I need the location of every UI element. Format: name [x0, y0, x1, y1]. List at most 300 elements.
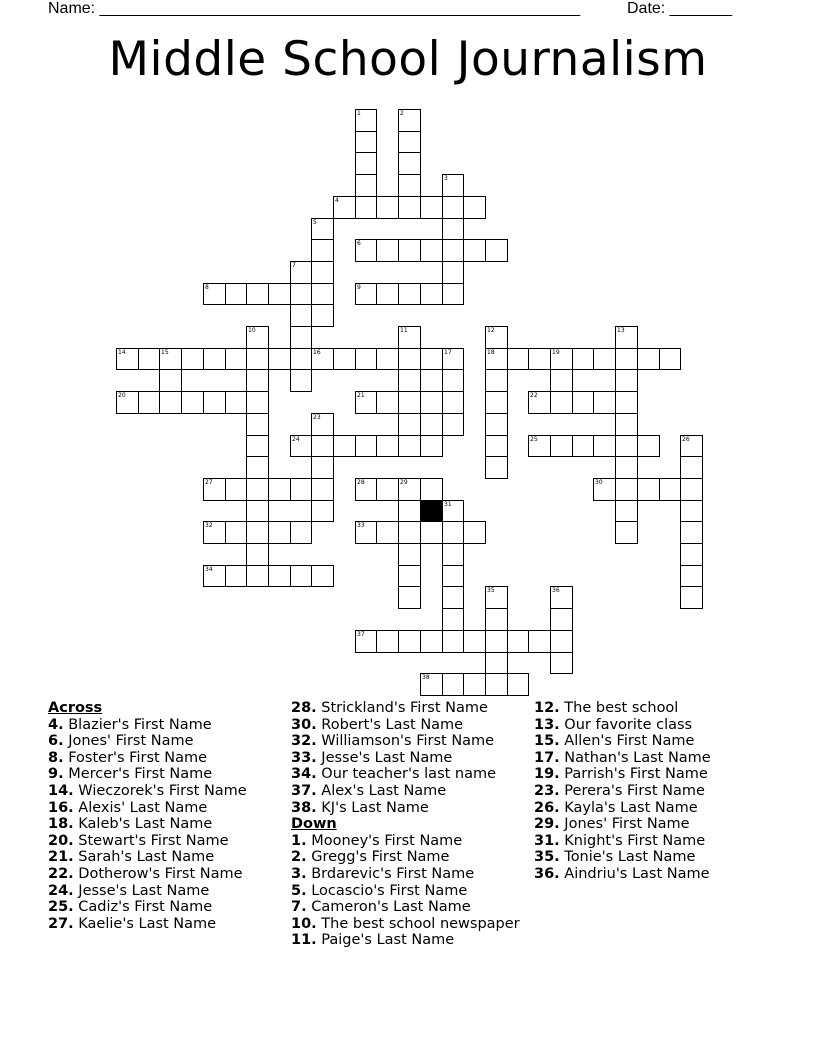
crossword-cell[interactable]	[442, 239, 464, 262]
crossword-cell[interactable]	[485, 608, 508, 631]
crossword-cell[interactable]	[246, 521, 269, 544]
crossword-cell[interactable]	[311, 348, 334, 370]
crossword-cell[interactable]	[463, 630, 486, 653]
crossword-cell[interactable]	[246, 500, 269, 522]
clue-number: 27	[205, 479, 213, 486]
crossword-cell[interactable]	[355, 239, 377, 262]
crossword-cell[interactable]	[355, 196, 377, 219]
clue-item-number: 21.	[48, 849, 74, 866]
crossword-cell[interactable]	[485, 652, 508, 674]
crossword-cell[interactable]	[225, 283, 247, 305]
crossword-cell[interactable]	[572, 348, 594, 370]
crossword-cell[interactable]	[485, 348, 508, 370]
crossword-cell[interactable]	[246, 283, 269, 305]
clue-item-number: 17.	[534, 749, 560, 766]
crossword-cell[interactable]	[528, 348, 551, 370]
crossword-cell[interactable]	[442, 521, 464, 544]
clue-item-number: 23.	[534, 782, 560, 799]
crossword-cell[interactable]	[420, 196, 443, 219]
clue-item-text: Brdarevic's First Name	[306, 865, 475, 882]
crossword-cell[interactable]	[637, 348, 660, 370]
crossword-cell[interactable]	[442, 413, 464, 436]
clue-item-text: Blazier's First Name	[63, 716, 212, 733]
crossword-cell[interactable]	[355, 283, 377, 305]
crossword-cell[interactable]	[398, 521, 421, 544]
down-heading: Down	[291, 816, 337, 833]
crossword-cell[interactable]	[355, 630, 377, 653]
crossword-cell[interactable]	[311, 304, 334, 327]
crossword-cell[interactable]	[398, 131, 421, 153]
crossword-cell[interactable]	[442, 196, 464, 219]
crossword-cell[interactable]	[398, 630, 421, 653]
crossword-cell[interactable]	[398, 565, 421, 587]
crossword-cell[interactable]	[637, 435, 660, 457]
crossword-cell[interactable]	[398, 109, 421, 132]
crossword-cell[interactable]	[290, 326, 312, 349]
crossword-cell[interactable]	[550, 586, 573, 609]
crossword-cell[interactable]	[398, 413, 421, 436]
crossword-cell[interactable]	[246, 369, 269, 392]
clue-number: 5	[313, 219, 317, 226]
crossword-cell[interactable]	[311, 435, 334, 457]
crossword-cell[interactable]	[550, 348, 573, 370]
crossword-cell[interactable]	[398, 348, 421, 370]
crossword-cell[interactable]	[311, 565, 334, 587]
crossword-cell[interactable]	[507, 673, 529, 696]
clue-item-number: 5.	[291, 882, 307, 899]
crossword-cell[interactable]	[442, 348, 464, 370]
clue-item-text: Allen's First Name	[559, 733, 695, 750]
crossword-cell[interactable]	[463, 521, 486, 544]
crossword-cell[interactable]	[311, 239, 334, 262]
crossword-cell[interactable]	[463, 673, 486, 696]
clue-number: 16	[313, 349, 321, 356]
clue-item-number: 15.	[534, 733, 560, 750]
crossword-cell[interactable]	[398, 283, 421, 305]
crossword-cell[interactable]	[680, 478, 703, 501]
clue-number: 2	[400, 110, 404, 117]
crossword-cell[interactable]	[290, 565, 312, 587]
crossword-cell[interactable]	[442, 630, 464, 653]
clue-item-number: 25.	[48, 899, 74, 916]
clue-number: 21	[357, 392, 365, 399]
crossword-cell[interactable]	[376, 630, 399, 653]
crossword-cell[interactable]	[225, 348, 247, 370]
crossword-cell[interactable]	[680, 543, 703, 566]
clue-item-text: Foster's First Name	[63, 749, 208, 766]
clue-number: 9	[357, 284, 361, 291]
crossword-cell[interactable]	[246, 348, 269, 370]
crossword-cell[interactable]	[659, 478, 681, 501]
clue-item-text: Williamson's First Name	[316, 733, 495, 750]
clue-item	[291, 899, 520, 916]
clue-number: 6	[357, 240, 361, 247]
crossword-cell[interactable]	[333, 435, 356, 457]
clue-item-number: 36.	[534, 865, 560, 882]
crossword-cell[interactable]	[268, 348, 291, 370]
crossword-cell[interactable]	[485, 630, 508, 653]
clue-number: 25	[530, 436, 538, 443]
crossword-cell[interactable]	[246, 478, 269, 501]
crossword-cell[interactable]	[420, 283, 443, 305]
clue-item-number: 2.	[291, 849, 307, 866]
crossword-cell[interactable]	[485, 435, 508, 457]
crossword-cell[interactable]	[593, 435, 616, 457]
crossword-cell[interactable]	[311, 261, 334, 284]
clue-item-text: Knight's First Name	[559, 832, 706, 849]
clue-item-text: Tonie's Last Name	[559, 849, 696, 866]
crossword-cell[interactable]	[463, 196, 486, 219]
crossword-cell[interactable]	[550, 630, 573, 653]
clue-item	[534, 816, 711, 833]
crossword-cell[interactable]	[203, 478, 226, 501]
clue-item-number: 34.	[291, 766, 317, 783]
crossword-cell[interactable]	[507, 348, 529, 370]
page-title: Middle School Journalism	[108, 32, 708, 87]
crossword-cell[interactable]	[355, 109, 377, 132]
crossword-cell[interactable]	[485, 586, 508, 609]
crossword-cell[interactable]	[442, 391, 464, 414]
crossword-cell[interactable]	[680, 456, 703, 479]
crossword-cell[interactable]	[355, 521, 377, 544]
crossword-cell[interactable]	[442, 174, 464, 197]
clue-number: 38	[422, 674, 430, 681]
crossword-cell[interactable]	[485, 673, 508, 696]
clue-item-number: 31.	[534, 832, 560, 849]
crossword-cell[interactable]	[203, 283, 226, 305]
clue-item	[534, 733, 711, 750]
clue-number: 20	[118, 392, 126, 399]
clue-item-text: Cameron's Last Name	[306, 899, 471, 916]
clue-column-2	[291, 700, 520, 949]
crossword-cell[interactable]	[398, 391, 421, 414]
crossword-cell[interactable]	[442, 218, 464, 240]
clue-number: 31	[444, 501, 452, 508]
crossword-cell[interactable]	[246, 456, 269, 479]
crossword-cell[interactable]	[398, 369, 421, 392]
crossword-cell[interactable]	[550, 391, 573, 414]
crossword-cell[interactable]	[442, 673, 464, 696]
crossword-cell[interactable]	[376, 283, 399, 305]
clue-item	[48, 833, 247, 850]
crossword-cell[interactable]	[593, 478, 616, 501]
crossword-cell[interactable]	[333, 196, 356, 219]
crossword-cell[interactable]	[246, 543, 269, 566]
clue-item-text: Our favorite class	[559, 716, 693, 733]
crossword-cell[interactable]	[615, 348, 638, 370]
crossword-cell[interactable]	[420, 435, 443, 457]
crossword-cell[interactable]	[615, 456, 638, 479]
crossword-cell[interactable]	[268, 283, 291, 305]
crossword-cell[interactable]	[485, 369, 508, 392]
crossword-cell[interactable]	[550, 608, 573, 631]
crossword-cell[interactable]	[225, 565, 247, 587]
crossword-cell[interactable]	[355, 478, 377, 501]
crossword-cell[interactable]	[290, 435, 312, 457]
crossword-cell[interactable]	[181, 348, 204, 370]
crossword-cell[interactable]	[398, 500, 421, 522]
crossword-cell[interactable]	[463, 239, 486, 262]
crossword-cell[interactable]	[268, 478, 291, 501]
clue-item	[48, 783, 247, 800]
crossword-cell[interactable]	[355, 174, 377, 197]
clue-number: 22	[530, 392, 538, 399]
crossword-cell[interactable]	[138, 348, 160, 370]
crossword-cell[interactable]	[398, 326, 421, 349]
crossword-cell[interactable]	[442, 500, 464, 522]
crossword-cell[interactable]	[398, 586, 421, 609]
clue-number: 8	[205, 284, 209, 291]
clue-item	[291, 733, 520, 750]
crossword-cell[interactable]	[550, 369, 573, 392]
clue-number: 32	[205, 522, 213, 529]
clue-item	[291, 849, 520, 866]
crossword-cell[interactable]	[203, 348, 226, 370]
crossword-cell[interactable]	[528, 435, 551, 457]
crossword-cell[interactable]	[637, 478, 660, 501]
clue-item-text: Robert's Last Name	[316, 716, 464, 733]
crossword-cell[interactable]	[615, 369, 638, 392]
clue-item-number: 13.	[534, 716, 560, 733]
crossword-cell[interactable]	[225, 478, 247, 501]
clue-item	[48, 849, 247, 866]
black-square	[420, 500, 443, 522]
clue-item-text: Cadiz's First Name	[73, 899, 213, 916]
crossword-cell[interactable]	[680, 521, 703, 544]
crossword-cell[interactable]	[355, 152, 377, 175]
clue-item	[48, 800, 247, 817]
crossword-cell[interactable]	[442, 369, 464, 392]
crossword-cell[interactable]	[420, 673, 443, 696]
crossword-cell[interactable]	[398, 435, 421, 457]
crossword-cell[interactable]	[181, 391, 204, 414]
clue-item-text: Alex's Last Name	[316, 782, 447, 799]
crossword-cell[interactable]	[138, 391, 160, 414]
clue-item-text: Strickland's First Name	[316, 700, 488, 716]
crossword-cell[interactable]	[116, 348, 139, 370]
clue-item-number: 38.	[291, 799, 317, 816]
crossword-cell[interactable]	[311, 456, 334, 479]
crossword-cell[interactable]	[572, 435, 594, 457]
crossword-cell[interactable]	[355, 131, 377, 153]
crossword-cell[interactable]	[376, 435, 399, 457]
clue-item	[48, 733, 247, 750]
clue-item	[48, 766, 247, 783]
clue-item	[291, 866, 520, 883]
crossword-cell[interactable]	[593, 348, 616, 370]
crossword-cell[interactable]	[680, 500, 703, 522]
crossword-cell[interactable]	[311, 218, 334, 240]
clue-item	[291, 916, 520, 933]
crossword-cell[interactable]	[311, 413, 334, 436]
crossword-cell[interactable]	[420, 391, 443, 414]
clue-item-number: 3.	[291, 865, 307, 882]
clue-number: 11	[400, 327, 408, 334]
crossword-cell[interactable]	[398, 543, 421, 566]
clue-item-number: 14.	[48, 782, 74, 799]
clue-item-text: Mooney's First Name	[306, 832, 463, 849]
clue-item-number: 22.	[48, 865, 74, 882]
crossword-cell[interactable]	[290, 369, 312, 392]
clue-item	[291, 766, 520, 783]
crossword-cell[interactable]	[507, 630, 529, 653]
clue-number: 29	[400, 479, 408, 486]
crossword-cell[interactable]	[376, 196, 399, 219]
crossword-cell[interactable]	[615, 521, 638, 544]
clue-column-1	[48, 700, 247, 932]
crossword-cell[interactable]	[376, 348, 399, 370]
crossword-cell[interactable]	[203, 565, 226, 587]
crossword-cell[interactable]	[246, 326, 269, 349]
crossword-cell[interactable]	[290, 261, 312, 284]
crossword-cell[interactable]	[246, 435, 269, 457]
crossword-cell[interactable]	[615, 391, 638, 414]
clue-item-number: 32.	[291, 733, 317, 750]
crossword-cell[interactable]	[615, 478, 638, 501]
clue-item-number: 29.	[534, 816, 560, 833]
across-heading: Across	[48, 700, 103, 716]
crossword-cell[interactable]	[246, 391, 269, 414]
crossword-cell[interactable]	[376, 239, 399, 262]
crossword-cell[interactable]	[311, 478, 334, 501]
crossword-cell[interactable]	[290, 348, 312, 370]
clue-item-text: Locascio's First Name	[306, 882, 468, 899]
crossword-cell[interactable]	[290, 478, 312, 501]
crossword-cell[interactable]	[659, 348, 681, 370]
crossword-cell[interactable]	[355, 435, 377, 457]
crossword-cell[interactable]	[420, 239, 443, 262]
clue-item-number: 18.	[48, 816, 74, 833]
clue-item	[291, 883, 520, 900]
clue-number: 12	[487, 327, 495, 334]
crossword-cell[interactable]	[442, 283, 464, 305]
crossword-cell[interactable]	[376, 391, 399, 414]
clue-item-number: 33.	[291, 749, 317, 766]
clue-item	[291, 800, 520, 817]
crossword-cell[interactable]	[290, 283, 312, 305]
crossword-cell[interactable]	[311, 500, 334, 522]
clue-item-number: 28.	[291, 700, 317, 716]
crossword-cell[interactable]	[528, 391, 551, 414]
clue-number: 33	[357, 522, 365, 529]
crossword-cell[interactable]	[572, 391, 594, 414]
crossword-cell[interactable]	[615, 413, 638, 436]
crossword-cell[interactable]	[615, 326, 638, 349]
crossword-cell[interactable]	[485, 239, 508, 262]
crossword-cell[interactable]	[268, 565, 291, 587]
crossword-cell[interactable]	[420, 348, 443, 370]
clue-item	[291, 833, 520, 850]
clue-item-text: KJ's Last Name	[316, 799, 429, 816]
crossword-cell[interactable]	[246, 413, 269, 436]
crossword-cell[interactable]	[593, 391, 616, 414]
crossword-cell[interactable]	[398, 174, 421, 197]
crossword-cell[interactable]	[333, 348, 356, 370]
clue-item	[534, 717, 711, 734]
crossword-cell[interactable]	[420, 630, 443, 653]
crossword-cell[interactable]	[680, 435, 703, 457]
crossword-cell[interactable]	[442, 261, 464, 284]
name-label[interactable]: Name: ______________________________________________________	[48, 0, 581, 17]
clue-number: 7	[292, 262, 296, 269]
crossword-cell[interactable]	[442, 543, 464, 566]
crossword-cell[interactable]	[485, 456, 508, 479]
crossword-cell[interactable]	[203, 521, 226, 544]
crossword-cell[interactable]	[398, 239, 421, 262]
clue-item-text: Gregg's First Name	[306, 849, 450, 866]
clue-number: 13	[617, 327, 625, 334]
crossword-cell[interactable]	[485, 413, 508, 436]
clue-number: 30	[595, 479, 603, 486]
crossword-cell[interactable]	[615, 435, 638, 457]
crossword-cell[interactable]	[680, 586, 703, 609]
clue-number: 36	[552, 587, 560, 594]
crossword-cell[interactable]	[485, 391, 508, 414]
crossword-cell[interactable]	[485, 326, 508, 349]
crossword-cell[interactable]	[376, 478, 399, 501]
clue-item-text: Jones' First Name	[63, 733, 194, 750]
clue-item	[534, 833, 711, 850]
crossword-cell[interactable]	[420, 521, 443, 544]
clue-item-number: 1.	[291, 832, 307, 849]
crossword-cell[interactable]	[615, 500, 638, 522]
clue-item	[291, 932, 520, 949]
crossword-cell[interactable]	[159, 369, 182, 392]
clue-item-text: Jesse's Last Name	[316, 749, 453, 766]
crossword-cell[interactable]	[398, 478, 421, 501]
crossword-cell[interactable]	[355, 348, 377, 370]
crossword-cell[interactable]	[680, 565, 703, 587]
crossword-cell[interactable]	[311, 283, 334, 305]
clue-item-number: 24.	[48, 882, 74, 899]
crossword-cell[interactable]	[246, 565, 269, 587]
clue-column-3	[534, 700, 711, 883]
clue-item-number: 20.	[48, 832, 74, 849]
crossword-cell[interactable]	[116, 391, 139, 414]
crossword-cell[interactable]	[225, 391, 247, 414]
crossword-cell[interactable]	[398, 196, 421, 219]
crossword-cell[interactable]	[420, 478, 443, 501]
clue-number: 18	[487, 349, 495, 356]
date-label[interactable]: Date: _______	[627, 0, 732, 17]
crossword-cell[interactable]	[290, 521, 312, 544]
crossword-cell[interactable]	[268, 521, 291, 544]
crossword-cell[interactable]	[159, 391, 182, 414]
clue-item-text: Kaleb's Last Name	[73, 816, 213, 833]
clue-item-text: Perera's First Name	[559, 782, 705, 799]
crossword-cell[interactable]	[550, 435, 573, 457]
crossword-cell[interactable]	[398, 152, 421, 175]
clue-item-number: 26.	[534, 799, 560, 816]
clue-item-number: 37.	[291, 782, 317, 799]
crossword-cell[interactable]	[290, 304, 312, 327]
crossword-cell[interactable]	[159, 348, 182, 370]
clue-item-text: Alexis' Last Name	[73, 799, 208, 816]
clue-item-text: The best school newspaper	[316, 915, 520, 932]
clue-item-number: 11.	[291, 932, 317, 949]
crossword-cell[interactable]	[355, 391, 377, 414]
crossword-cell[interactable]	[442, 565, 464, 587]
crossword-cell[interactable]	[528, 630, 551, 653]
crossword-cell[interactable]	[376, 521, 399, 544]
crossword-cell[interactable]	[225, 521, 247, 544]
crossword-cell[interactable]	[442, 608, 464, 631]
crossword-cell[interactable]	[203, 391, 226, 414]
clue-item-number: 27.	[48, 915, 74, 932]
crossword-cell[interactable]	[442, 586, 464, 609]
crossword-cell[interactable]	[550, 652, 573, 674]
clue-number: 19	[552, 349, 560, 356]
